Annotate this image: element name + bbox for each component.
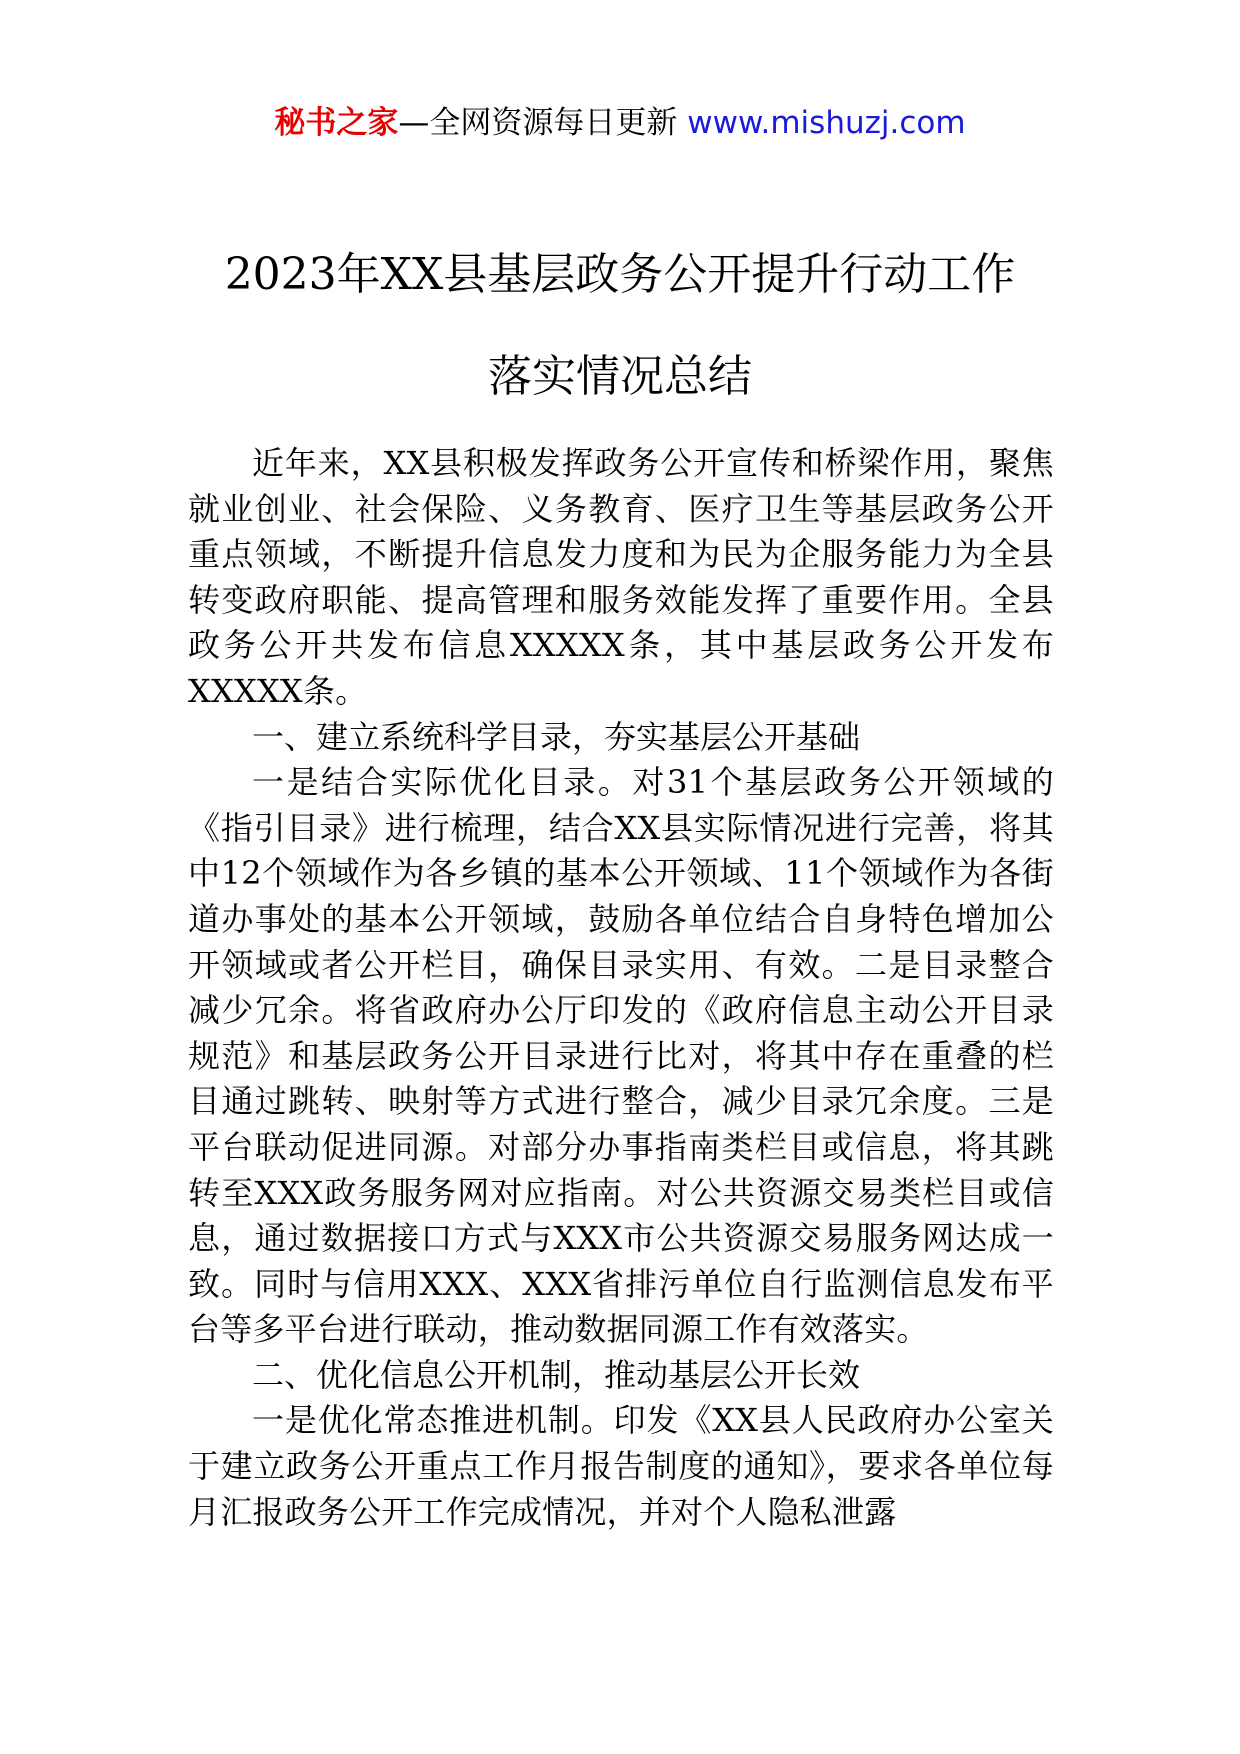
- title-line-1: 2023年XX县基层政务公开提升行动工作: [224, 249, 1016, 300]
- site-tagline: —全网资源每日更新: [398, 105, 688, 141]
- intro-paragraph: 近年来，XX县积极发挥政务公开宣传和桥梁作用，聚焦就业创业、社会保险、义务教育、医疗卫生等基层政务公开重点领域，不断提升信息发力度和为民为企服务能力为全县转变政府职能、提高管理和服务效能发挥了重要作用。全县政务公开共发布信息XXXXX条，其中基层政务公开发布XXXXX条。: [188, 444, 1054, 710]
- site-header: [0, 98, 1240, 148]
- document-body: [188, 441, 1054, 1535]
- site-brand: 秘书之家: [274, 105, 399, 141]
- site-url-link[interactable]: www.mishuzj.com: [687, 105, 966, 141]
- section-heading-2: 二、优化信息公开机制，推动基层公开长效: [252, 1355, 861, 1394]
- document-title: [130, 224, 1110, 428]
- section-1-paragraph: 一是结合实际优化目录。对31个基层政务公开领域的《指引目录》进行梳理，结合XX县实际情况进行完善，将其中12个领域作为各乡镇的基本公开领域、11个领域作为各街道办事处的基本公开领域，鼓励各单位结合自身特色增加公开领域或者公开栏目，确保目录实用、有效。二是目录整合减少冗余。将省政府办公厅印发的《政府信息主动公开目录规范》和基层政务公开目录进行比对，将其中存在重叠的栏目通过跳转、映射等方式进行整合，减少目录冗余度。三是平台联动促进同源。对部分办事指南类栏目或信息，将其跳转至XXX政务服务网对应指南。对公共资源交易类栏目或信息，通过数据接口方式与XXX市公共资源交易服务网达成一致。同时与信用XXX、XXX省排污单位自行监测信息发布平台等多平台进行联动，推动数据同源工作有效落实。: [188, 763, 1054, 1349]
- section-heading-1: 一、建立系统科学目录，夯实基层公开基础: [252, 717, 861, 756]
- title-line-2: 落实情况总结: [488, 351, 752, 402]
- section-2-paragraph: 一是优化常态推进机制。印发《XX县人民政府办公室关于建立政务公开重点工作月报告制度的通知》，要求各单位每月汇报政务公开工作完成情况，并对个人隐私泄露: [188, 1401, 1054, 1531]
